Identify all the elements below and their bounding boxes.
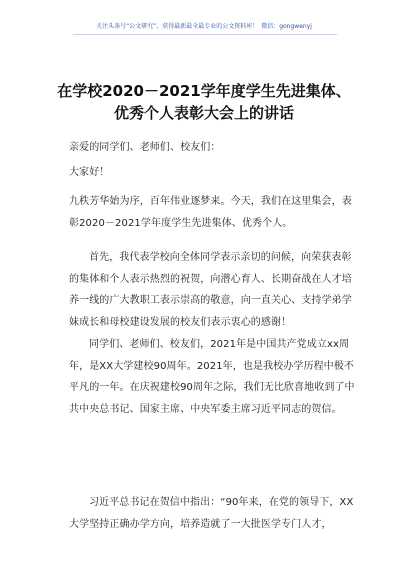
header-banner-text[interactable]: 关注头条号“公文研究”，获得最新最全最专业的公文资料库！	[96, 23, 259, 30]
salutation: 亲爱的同学们、老师们、校友们：	[69, 142, 221, 153]
document-title-line2: 优秀个人表彰大会上的讲话	[113, 104, 294, 122]
header-divider	[73, 34, 337, 35]
paragraph-4: 习近平总书记在贺信中指出：“90年来，在党的领导下，XX大学坚持正确办学方向，培养造就了一大批医学专门人才，	[69, 497, 354, 530]
paragraph-3: 同学们、老师们、校友们，2021年是中国共产党成立xx周年，是XX大学建校90周年。2021年，也是我校办学历程中极不平凡的一年。在庆祝建校90周年之际，我们无比欣喜地收到了中共中央总书记、国家主席、中央军委主席习近平同志的贺信。	[69, 339, 355, 415]
header-banner[interactable]	[0, 23, 408, 31]
paragraph-1: 九秩芳华始为序，百年伟业逐梦来。今天，我们在这里集会，表彰2020－2021学年度学生先进集体、优秀个人。	[69, 196, 352, 229]
paragraph-2: 首先，我代表学校向全体同学表示亲切的问候，向荣获表彰的集体和个人表示热烈的祝贺，向潜心育人、长期奋战在人才培养一线的广大教职工表示崇高的敬意，向一直关心、支持学弟学妹成长和母校建设发展的校友们表示衷心的感谢！	[69, 252, 352, 328]
greeting-line: 大家好！	[69, 167, 110, 178]
document-title	[30, 80, 378, 124]
header-wechat-id: 微信：gongwenyj	[261, 23, 312, 30]
document-title-line1: 在学校2020－2021学年度学生先进集体、	[57, 82, 351, 100]
